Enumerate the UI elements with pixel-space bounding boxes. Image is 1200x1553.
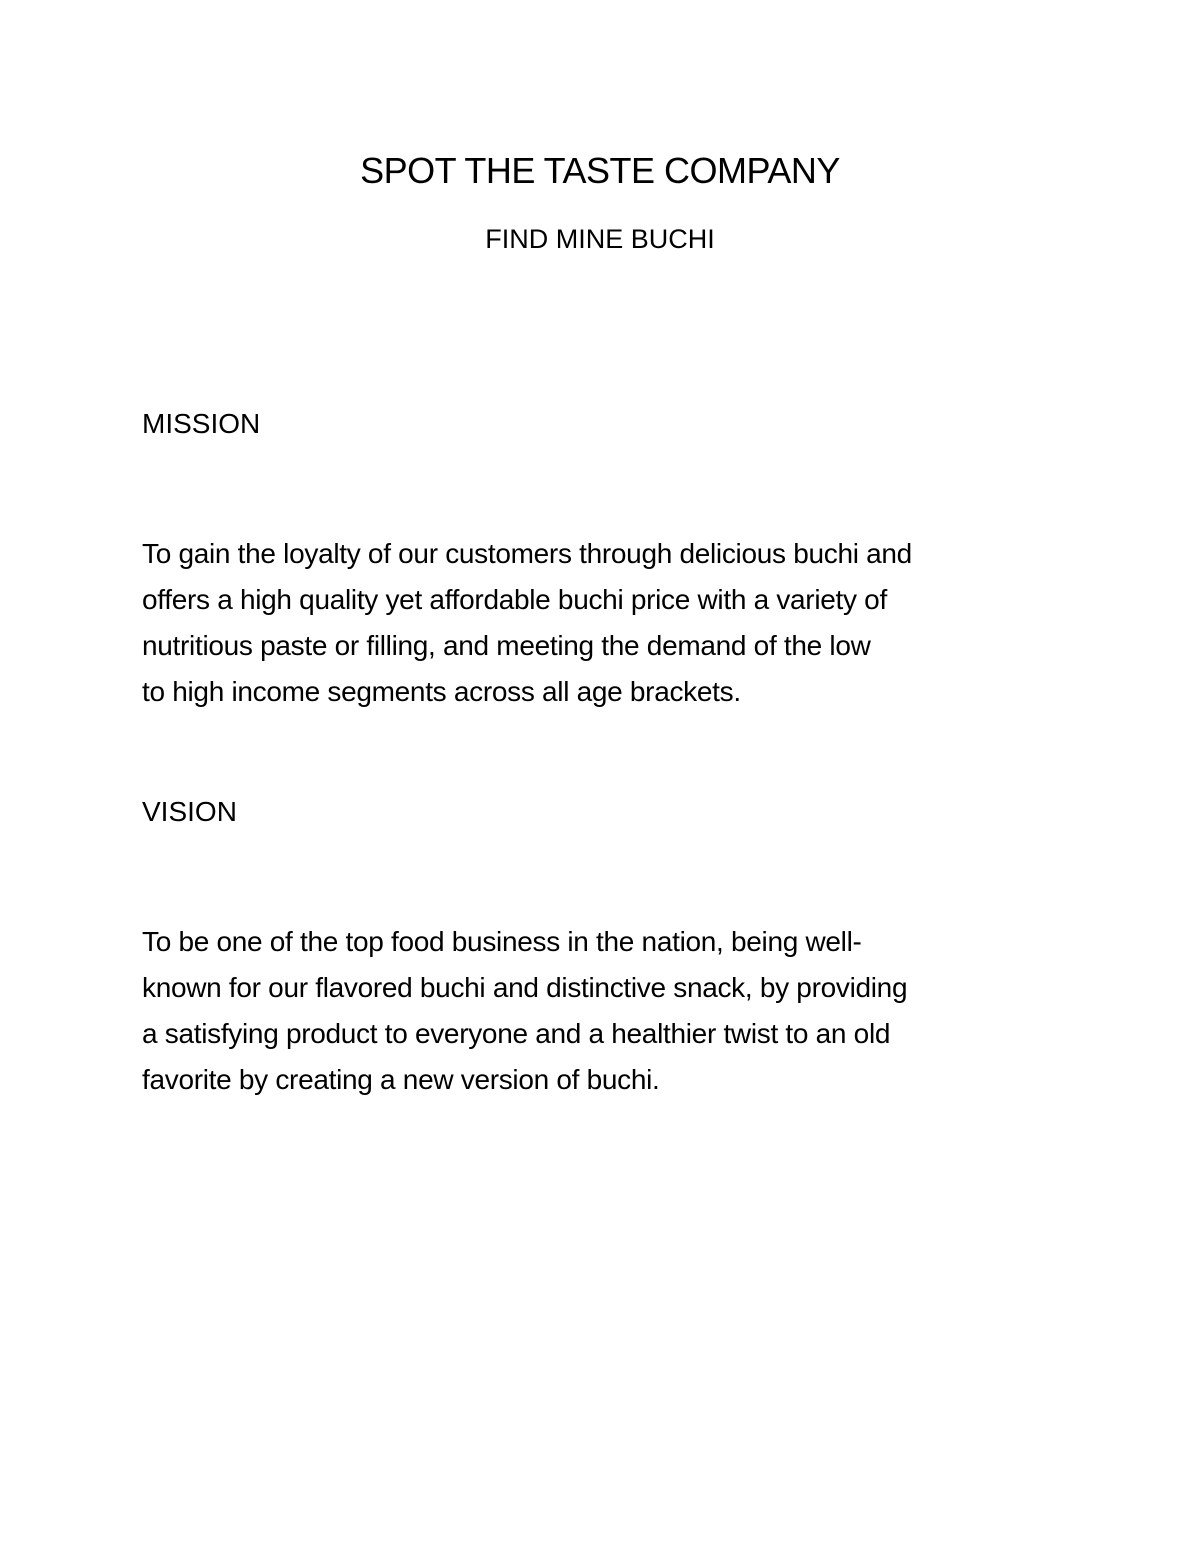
mission-line: nutritious paste or filling, and meeting the demand of the low xyxy=(142,630,871,661)
vision-heading: VISION xyxy=(142,796,237,827)
mission-line: to high income segments across all age brackets. xyxy=(142,676,741,707)
page-subtitle: FIND MINE BUCHI xyxy=(485,224,715,254)
vision-line: favorite by creating a new version of buchi. xyxy=(142,1064,660,1095)
page-title: SPOT THE TASTE COMPANY xyxy=(360,150,840,191)
mission-heading: MISSION xyxy=(142,408,261,439)
mission-paragraph xyxy=(142,531,1062,715)
vision-paragraph xyxy=(142,919,1062,1103)
vision-line: a satisfying product to everyone and a healthier twist to an old xyxy=(142,1018,891,1049)
mission-line: To gain the loyalty of our customers through delicious buchi and xyxy=(142,538,912,569)
vision-line: known for our flavored buchi and distinctive snack, by providing xyxy=(142,972,908,1003)
mission-line: offers a high quality yet affordable buchi price with a variety of xyxy=(142,584,887,615)
vision-line: To be one of the top food business in the nation, being well- xyxy=(142,926,862,957)
